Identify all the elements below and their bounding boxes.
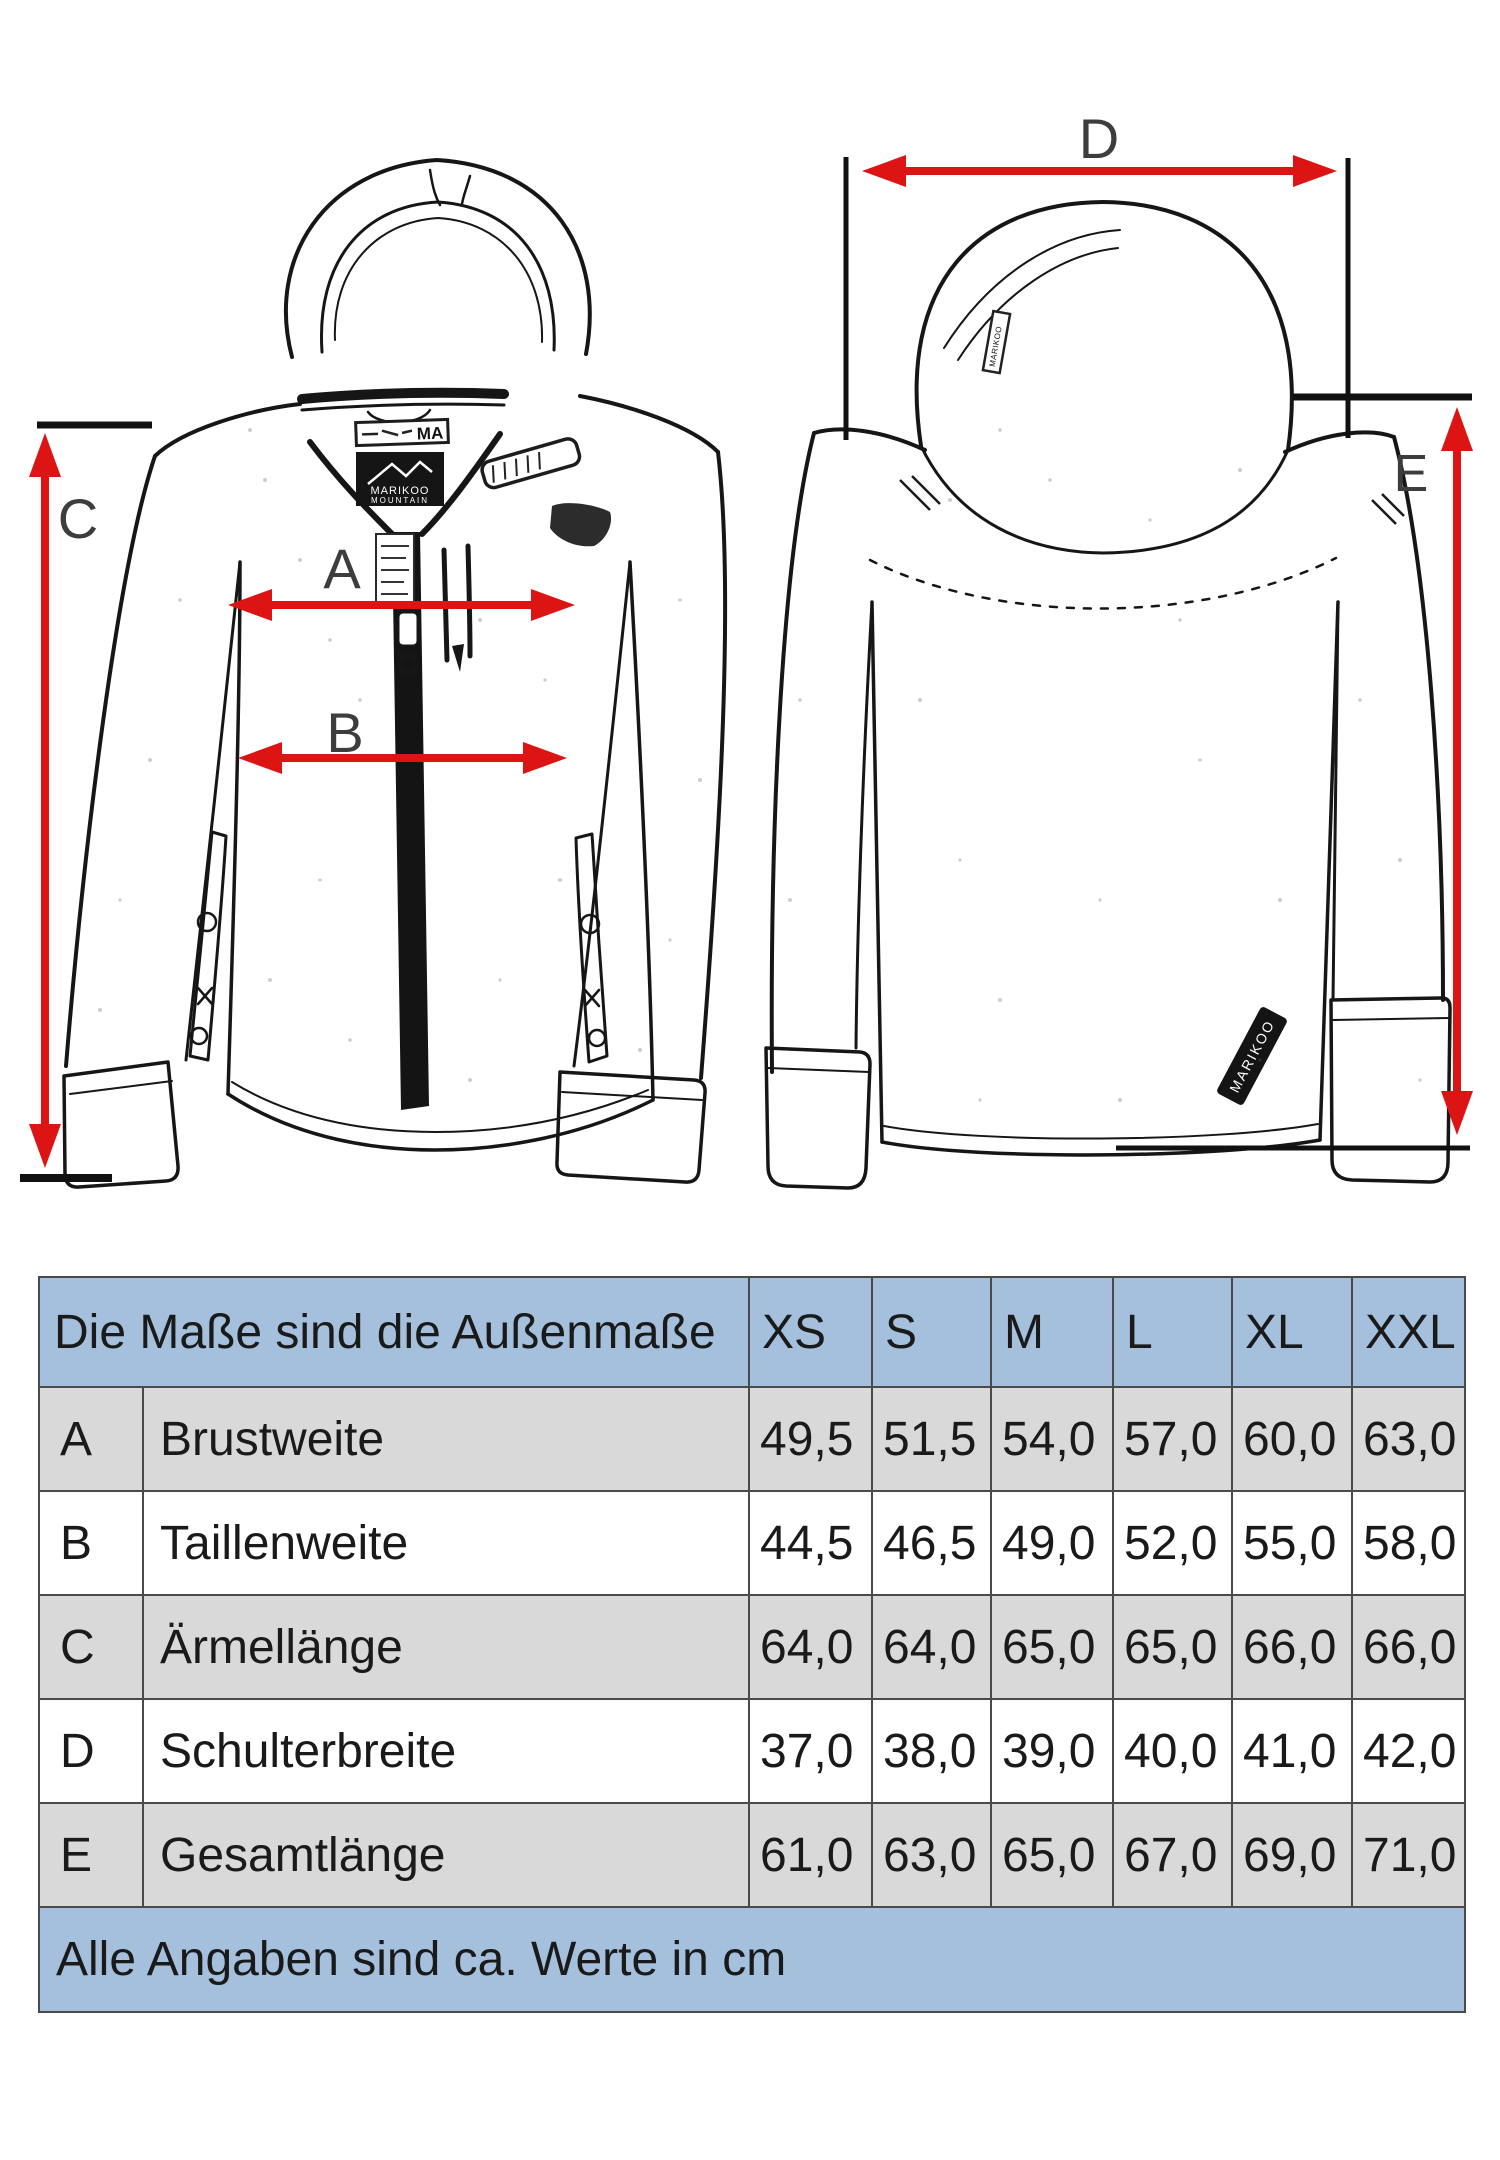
front-collar-tag-text: MA — [416, 423, 444, 444]
measure-label-b: B — [326, 701, 364, 764]
value-cell: 58,0 — [1352, 1491, 1465, 1595]
back-hem-band — [884, 1124, 1318, 1139]
back-left-shoulder — [814, 429, 925, 450]
measure-arrow-e — [1441, 407, 1473, 1135]
value-cell: 66,0 — [1352, 1595, 1465, 1699]
table-row-aermellaenge — [39, 1595, 1465, 1699]
front-right-cuff-seam — [562, 1092, 702, 1100]
value-cell: 39,0 — [991, 1699, 1113, 1803]
back-right-cuff — [1331, 998, 1450, 1182]
measure-letters — [58, 107, 1429, 764]
table-row-brustweite — [39, 1387, 1465, 1491]
back-right-shoulder — [1285, 432, 1394, 452]
measure-arrow-c — [29, 433, 61, 1168]
back-shoulder-hatch — [900, 476, 1404, 524]
front-hood-crease — [430, 170, 470, 205]
measure-label-e: E — [1393, 445, 1429, 503]
row-label: Brustweite — [143, 1387, 749, 1491]
value-cell: 38,0 — [872, 1699, 991, 1803]
size-col-header-s: S — [872, 1277, 991, 1387]
front-hood-outline — [286, 160, 590, 357]
front-left-shoulder — [155, 404, 300, 456]
value-cell: 41,0 — [1232, 1699, 1352, 1803]
size-table — [38, 1276, 1466, 2013]
front-brand-text-2: MOUNTAIN — [370, 496, 430, 505]
row-key: D — [39, 1699, 143, 1803]
value-cell: 44,5 — [749, 1491, 872, 1595]
table-row-taillenweite — [39, 1491, 1465, 1595]
front-right-cuff — [557, 1072, 705, 1182]
value-cell: 52,0 — [1113, 1491, 1232, 1595]
table-title: Die Maße sind die Außenmaße — [39, 1277, 749, 1387]
front-left-cuff — [64, 1062, 178, 1187]
front-right-side-trim — [576, 834, 607, 1062]
value-cell: 51,5 — [872, 1387, 991, 1491]
size-col-header-xl: XL — [1232, 1277, 1352, 1387]
value-cell: 65,0 — [1113, 1595, 1232, 1699]
back-body-left — [872, 602, 882, 1142]
value-cell: 61,0 — [749, 1803, 872, 1907]
front-collar-band-lower — [302, 404, 504, 410]
front-right-shoulder — [580, 396, 718, 452]
value-cell: 37,0 — [749, 1699, 872, 1803]
value-cell: 49,5 — [749, 1387, 872, 1491]
size-col-header-xs: XS — [749, 1277, 872, 1387]
row-key: C — [39, 1595, 143, 1699]
front-hood-inner-rim — [321, 202, 554, 352]
back-right-sleeve-outer — [1394, 437, 1443, 1000]
row-key: B — [39, 1491, 143, 1595]
value-cell: 46,5 — [872, 1491, 991, 1595]
measure-label-d: D — [1078, 107, 1120, 170]
measure-label-c: C — [57, 487, 99, 550]
front-brand-text-1: MARIKOO — [370, 485, 430, 497]
size-col-header-xxl: XXL — [1352, 1277, 1465, 1387]
size-col-header-l: L — [1113, 1277, 1232, 1387]
value-cell: 64,0 — [749, 1595, 872, 1699]
front-jacket-drawing — [64, 160, 725, 1187]
back-sketch-speckles — [788, 428, 1422, 1102]
value-cell: 69,0 — [1232, 1803, 1352, 1907]
front-right-sleeve-outer — [701, 452, 725, 1078]
front-body-right — [630, 562, 653, 1100]
value-cell: 63,0 — [872, 1803, 991, 1907]
row-key: A — [39, 1387, 143, 1491]
front-body-left — [228, 562, 240, 1094]
size-col-header-m: M — [991, 1277, 1113, 1387]
value-cell: 42,0 — [1352, 1699, 1465, 1803]
back-brand-patch-text: MARIKOO — [1226, 1016, 1278, 1096]
value-cell: 67,0 — [1113, 1803, 1232, 1907]
value-cell: 63,0 — [1352, 1387, 1465, 1491]
value-cell: 54,0 — [991, 1387, 1113, 1491]
value-cell: 40,0 — [1113, 1699, 1232, 1803]
table-header-row — [39, 1277, 1465, 1387]
value-cell: 64,0 — [872, 1595, 991, 1699]
table-row-schulterbreite — [39, 1699, 1465, 1803]
front-left-cuff-seam — [70, 1081, 172, 1094]
front-right-collar-shading — [550, 503, 611, 546]
table-footer-row — [39, 1907, 1465, 2012]
value-cell: 65,0 — [991, 1595, 1113, 1699]
back-hood-tag-text: MARIKOO — [987, 325, 1004, 368]
table-row-gesamtlaenge — [39, 1803, 1465, 1907]
back-right-cuff-seam — [1333, 1018, 1449, 1020]
value-cell: 55,0 — [1232, 1491, 1352, 1595]
front-left-side-trim — [190, 832, 226, 1060]
back-left-cuff-seam — [768, 1068, 869, 1072]
front-hood-fur-line — [335, 218, 542, 342]
front-collar-band — [302, 393, 504, 399]
value-cell: 71,0 — [1352, 1803, 1465, 1907]
row-label: Taillenweite — [143, 1491, 749, 1595]
table-footnote: Alle Angaben sind ca. Werte in cm — [39, 1907, 1465, 2012]
row-label: Ärmellänge — [143, 1595, 749, 1699]
back-hood-outline — [917, 202, 1292, 450]
value-cell: 66,0 — [1232, 1595, 1352, 1699]
row-label: Gesamtlänge — [143, 1803, 749, 1907]
value-cell: 49,0 — [991, 1491, 1113, 1595]
front-zipper-slider — [398, 612, 418, 646]
row-key: E — [39, 1803, 143, 1907]
front-hem-band — [232, 1082, 648, 1132]
value-cell: 57,0 — [1113, 1387, 1232, 1491]
value-cell: 60,0 — [1232, 1387, 1352, 1491]
back-left-sleeve-outer — [772, 433, 814, 1072]
front-chest-pocket-pull — [452, 644, 464, 672]
back-left-sleeve-inner — [856, 602, 872, 1048]
row-label: Schulterbreite — [143, 1699, 749, 1803]
value-cell: 65,0 — [991, 1803, 1113, 1907]
front-hem — [228, 1094, 653, 1150]
measure-label-a: A — [323, 537, 361, 600]
back-hood-bottom — [921, 446, 1288, 553]
back-yoke-seam — [870, 558, 1336, 609]
